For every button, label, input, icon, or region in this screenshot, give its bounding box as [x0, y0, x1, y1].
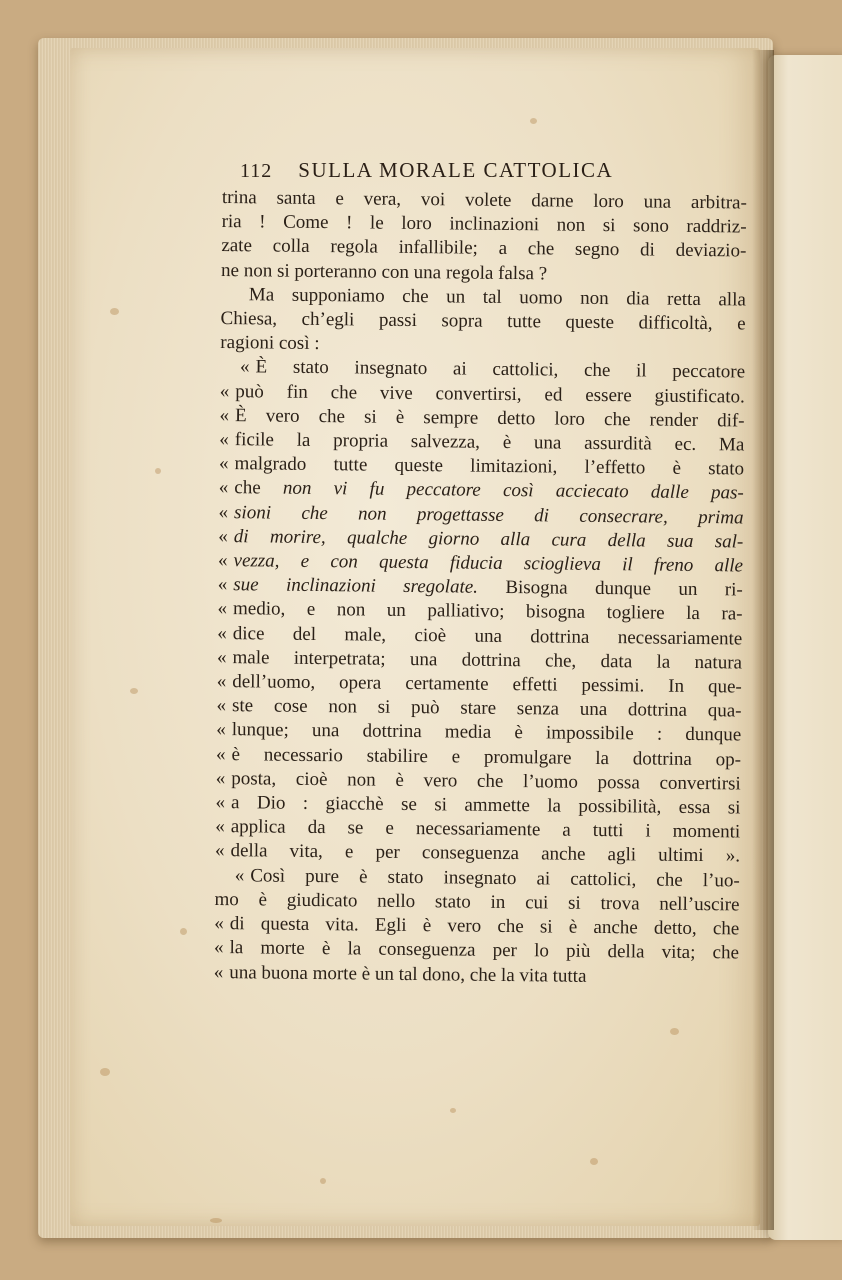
text-line: « può fin che vive convertirsi, ed essere giustificato.	[219, 380, 745, 408]
quote-mark: «	[219, 429, 229, 451]
book-gutter-shadow	[752, 50, 774, 1230]
page-header	[240, 158, 660, 183]
quote-mark: «	[216, 719, 226, 741]
foxing-spot	[590, 1158, 598, 1165]
quote-mark: «	[218, 501, 229, 523]
foxing-spot	[210, 1218, 222, 1223]
text-line: « la morte è la conseguenza per lo più della vita; che	[213, 937, 740, 964]
quote-mark: «	[218, 477, 229, 499]
text-line: « posta, cioè non è vero che l’uomo possa convertirsi	[215, 767, 741, 795]
text-line: « che non vi fu peccatore così acciecato dalle pas-	[218, 477, 744, 504]
text-line: « sue inclinazioni sregolate. Bisogna dunque un ri-	[217, 574, 743, 601]
foxing-spot	[450, 1108, 456, 1113]
text-line: Chiesa, ch’egli passi sopra tutte queste difficoltà, e	[220, 308, 746, 335]
text-line: « lunque; una dottrina media è impossibile : dunque	[216, 719, 742, 746]
text-line: « dell’uomo, opera certamente effetti pessimi. In que-	[216, 671, 742, 698]
text-line: « ste cose non si può stare senza una dottrina qua-	[216, 695, 742, 722]
quote-mark: «	[215, 767, 226, 789]
text-line: « medio, e non un palliativo; bisogna togliere la ra-	[217, 598, 743, 625]
foxing-spot	[180, 928, 187, 935]
text-line: « applica da se e necessariamente a tutti i momenti	[215, 816, 741, 843]
quote-mark: «	[239, 356, 250, 378]
quote-mark: «	[219, 404, 230, 426]
text-line: zate colla regola infallibile; a che segno di deviazio-	[221, 235, 747, 262]
quote-mark: «	[214, 913, 224, 935]
quote-mark: «	[215, 792, 226, 814]
text-line: « È vero che si è sempre detto loro che render dif-	[219, 404, 745, 432]
quote-mark: «	[213, 937, 224, 959]
text-line: ne non si porteranno con una regola falsa ?	[221, 259, 548, 285]
quote-mark: «	[218, 453, 229, 475]
quote-mark: «	[219, 380, 230, 402]
text-line: « Così pure è stato insegnato ai cattolici, che l’uo-	[234, 864, 740, 892]
quote-mark: «	[217, 622, 227, 644]
text-line: « male interpetrata; una dottrina che, data la natura	[216, 646, 743, 674]
text-line: « malgrado tutte queste limitazioni, l’effetto è stato	[218, 453, 745, 480]
foxing-spot	[670, 1028, 679, 1035]
text-line: « di questa vita. Egli è vero che si è anche detto, che	[214, 913, 740, 940]
text-line: ria ! Come ! le loro inclinazioni non si sono raddriz-	[221, 211, 747, 238]
quote-mark: «	[216, 671, 227, 693]
quote-mark: «	[218, 525, 228, 547]
italic-text: sue inclinazioni sregolate.	[233, 574, 479, 598]
body-text	[214, 186, 747, 990]
text-line: « dice del male, cioè una dottrina necessariamente	[217, 622, 743, 650]
foxing-spot	[155, 468, 161, 474]
text-line: Ma supponiamo che un tal uomo non dia retta alla	[248, 284, 746, 311]
quote-mark: «	[216, 646, 227, 668]
text-line: « della vita, e per conseguenza anche agli ultimi ».	[214, 840, 741, 867]
text-line: « È stato insegnato ai cattolici, che il peccatore	[239, 356, 746, 383]
foxing-spot	[110, 308, 119, 315]
foxing-spot	[130, 688, 138, 694]
page-number: 112	[240, 160, 273, 182]
quote-mark: «	[215, 816, 225, 838]
italic-text: di morire, qualche giorno alla cura della sua sal-	[233, 525, 744, 553]
facing-page	[768, 55, 842, 1240]
foxing-spot	[100, 1068, 110, 1076]
quote-mark: «	[217, 598, 228, 620]
text-line: « è necessario stabilire e promulgare la dottrina op-	[215, 743, 742, 771]
text-line: « una buona morte è un tal dono, che la vita tutta	[213, 961, 587, 987]
text-line: « ficile la propria salvezza, è una assurdità ec. Ma	[219, 429, 745, 456]
text-line: trina santa e vera, voi volete darne loro una arbitra-	[221, 186, 747, 214]
quote-mark: «	[217, 574, 228, 596]
italic-text: vezza, e con questa fiducia scioglieva il freno alle	[233, 550, 744, 577]
italic-text: non vi fu peccatore così acciecato dalle pas-	[282, 478, 744, 504]
text-line: mo è giudicato nello stato in cui si trova nell’uscire	[214, 888, 740, 916]
text-line: « a Dio : giacchè se si ammette la possibilità, essa si	[215, 792, 741, 819]
text-line: ragioni così :	[220, 332, 320, 355]
quote-mark: «	[217, 550, 228, 572]
italic-text: sioni che non progettasse di consecrare, prima	[233, 501, 744, 529]
quote-mark: «	[213, 961, 224, 983]
quote-mark: «	[215, 743, 226, 765]
quote-mark: «	[234, 864, 245, 886]
foxing-spot	[530, 118, 537, 124]
foxing-spot	[320, 1178, 326, 1184]
quote-mark: «	[214, 840, 225, 862]
quote-mark: «	[216, 695, 227, 717]
running-title: SULLA MORALE CATTOLICA	[298, 158, 614, 182]
